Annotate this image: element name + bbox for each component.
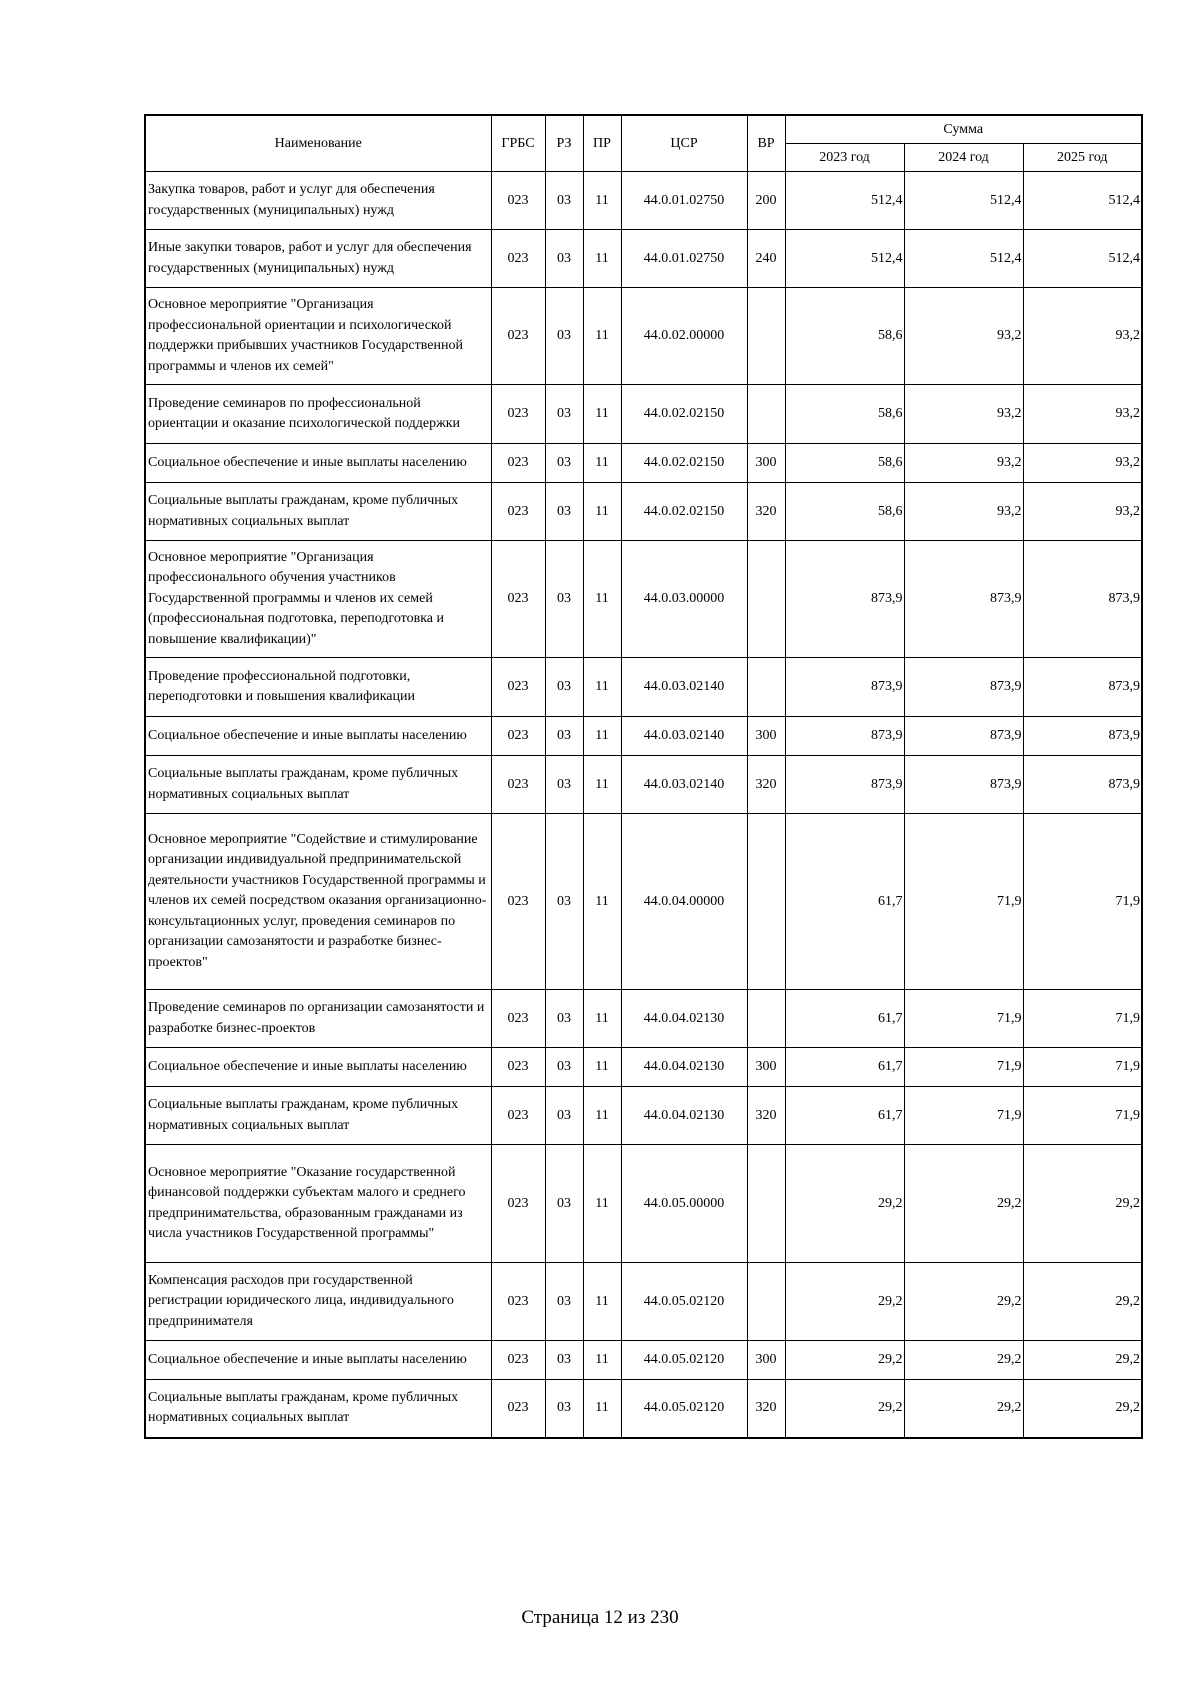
header-year-2024: 2024 год: [904, 144, 1023, 172]
cell-grbs: 023: [491, 385, 545, 444]
cell-rz: 03: [545, 541, 583, 658]
cell-pr: 11: [583, 990, 621, 1048]
table-row: [145, 717, 1142, 756]
cell-grbs: 023: [491, 483, 545, 541]
cell-sum-2024: 71,9: [904, 990, 1023, 1048]
cell-pr: 11: [583, 1341, 621, 1380]
cell-sum-2024: 71,9: [904, 1048, 1023, 1087]
cell-pr: 11: [583, 717, 621, 756]
cell-sum-2023: 873,9: [785, 541, 904, 658]
cell-vr: [747, 541, 785, 658]
cell-sum-2024: 873,9: [904, 756, 1023, 814]
cell-sum-2024: 29,2: [904, 1263, 1023, 1341]
table-row: [145, 1341, 1142, 1380]
cell-name: Иные закупки товаров, работ и услуг для обеспечения государственных (муниципальных) нужд: [145, 230, 491, 288]
cell-name: Проведение семинаров по организации самозанятости и разработке бизнес-проектов: [145, 990, 491, 1048]
cell-sum-2023: 61,7: [785, 814, 904, 990]
cell-pr: 11: [583, 1048, 621, 1087]
table-row: [145, 1087, 1142, 1145]
cell-pr: 11: [583, 288, 621, 385]
cell-grbs: 023: [491, 1087, 545, 1145]
cell-csr: 44.0.05.02120: [621, 1263, 747, 1341]
table-row: [145, 172, 1142, 230]
table-row: [145, 1380, 1142, 1438]
cell-sum-2024: 71,9: [904, 1087, 1023, 1145]
cell-vr: [747, 990, 785, 1048]
cell-sum-2025: 29,2: [1023, 1341, 1142, 1380]
cell-grbs: 023: [491, 756, 545, 814]
header-rz: РЗ: [545, 115, 583, 172]
table-row: [145, 756, 1142, 814]
cell-pr: 11: [583, 658, 621, 717]
table-row: [145, 230, 1142, 288]
cell-grbs: 023: [491, 1263, 545, 1341]
cell-name: Социальные выплаты гражданам, кроме публичных нормативных социальных выплат: [145, 1380, 491, 1438]
cell-name: Социальные выплаты гражданам, кроме публичных нормативных социальных выплат: [145, 756, 491, 814]
cell-sum-2023: 512,4: [785, 230, 904, 288]
cell-sum-2025: 71,9: [1023, 990, 1142, 1048]
cell-sum-2024: 873,9: [904, 717, 1023, 756]
cell-name: Закупка товаров, работ и услуг для обеспечения государственных (муниципальных) нужд: [145, 172, 491, 230]
cell-vr: 300: [747, 717, 785, 756]
cell-sum-2024: 71,9: [904, 814, 1023, 990]
cell-rz: 03: [545, 756, 583, 814]
cell-rz: 03: [545, 1048, 583, 1087]
table-body: [145, 172, 1142, 1438]
cell-pr: 11: [583, 444, 621, 483]
cell-sum-2023: 29,2: [785, 1145, 904, 1263]
cell-pr: 11: [583, 814, 621, 990]
cell-vr: [747, 385, 785, 444]
cell-sum-2023: 873,9: [785, 756, 904, 814]
table-row: [145, 814, 1142, 990]
cell-pr: 11: [583, 1087, 621, 1145]
cell-sum-2023: 29,2: [785, 1341, 904, 1380]
cell-vr: [747, 1145, 785, 1263]
cell-sum-2024: 873,9: [904, 541, 1023, 658]
cell-pr: 11: [583, 1380, 621, 1438]
cell-grbs: 023: [491, 717, 545, 756]
cell-grbs: 023: [491, 1380, 545, 1438]
cell-sum-2025: 873,9: [1023, 658, 1142, 717]
cell-csr: 44.0.03.02140: [621, 756, 747, 814]
table-row: [145, 444, 1142, 483]
cell-csr: 44.0.04.00000: [621, 814, 747, 990]
cell-rz: 03: [545, 230, 583, 288]
cell-grbs: 023: [491, 1048, 545, 1087]
cell-grbs: 023: [491, 1341, 545, 1380]
cell-pr: 11: [583, 1263, 621, 1341]
cell-sum-2025: 93,2: [1023, 444, 1142, 483]
cell-sum-2023: 58,6: [785, 288, 904, 385]
cell-grbs: 023: [491, 444, 545, 483]
cell-grbs: 023: [491, 814, 545, 990]
cell-csr: 44.0.05.02120: [621, 1341, 747, 1380]
cell-sum-2023: 58,6: [785, 385, 904, 444]
cell-rz: 03: [545, 1145, 583, 1263]
cell-sum-2023: 873,9: [785, 658, 904, 717]
cell-sum-2024: 512,4: [904, 172, 1023, 230]
table-row: [145, 385, 1142, 444]
cell-name: Компенсация расходов при государственной регистрации юридического лица, индивидуального предпринимателя: [145, 1263, 491, 1341]
cell-sum-2024: 93,2: [904, 483, 1023, 541]
cell-csr: 44.0.02.02150: [621, 483, 747, 541]
cell-csr: 44.0.02.02150: [621, 385, 747, 444]
cell-sum-2025: 71,9: [1023, 814, 1142, 990]
cell-sum-2024: 29,2: [904, 1145, 1023, 1263]
cell-name: Социальное обеспечение и иные выплаты населению: [145, 444, 491, 483]
table-row: [145, 483, 1142, 541]
cell-sum-2025: 512,4: [1023, 230, 1142, 288]
cell-grbs: 023: [491, 1145, 545, 1263]
cell-csr: 44.0.04.02130: [621, 1048, 747, 1087]
table-row: [145, 1263, 1142, 1341]
cell-pr: 11: [583, 230, 621, 288]
cell-name: Социальное обеспечение и иные выплаты населению: [145, 1048, 491, 1087]
table-row: [145, 288, 1142, 385]
cell-grbs: 023: [491, 230, 545, 288]
cell-csr: 44.0.03.00000: [621, 541, 747, 658]
cell-grbs: 023: [491, 288, 545, 385]
cell-name: Проведение семинаров по профессиональной ориентации и оказание психологической поддержки: [145, 385, 491, 444]
cell-name: Социальное обеспечение и иные выплаты населению: [145, 717, 491, 756]
cell-pr: 11: [583, 172, 621, 230]
cell-csr: 44.0.05.02120: [621, 1380, 747, 1438]
cell-csr: 44.0.01.02750: [621, 172, 747, 230]
cell-pr: 11: [583, 483, 621, 541]
cell-rz: 03: [545, 444, 583, 483]
header-name: Наименование: [145, 115, 491, 172]
cell-vr: 240: [747, 230, 785, 288]
cell-vr: 300: [747, 1048, 785, 1087]
cell-rz: 03: [545, 717, 583, 756]
cell-rz: 03: [545, 1087, 583, 1145]
cell-sum-2023: 29,2: [785, 1263, 904, 1341]
cell-csr: 44.0.03.02140: [621, 658, 747, 717]
table-row: [145, 541, 1142, 658]
cell-sum-2024: 93,2: [904, 288, 1023, 385]
cell-vr: 320: [747, 1087, 785, 1145]
cell-vr: 320: [747, 1380, 785, 1438]
cell-vr: 300: [747, 444, 785, 483]
cell-pr: 11: [583, 541, 621, 658]
table-row: [145, 1048, 1142, 1087]
cell-vr: [747, 814, 785, 990]
cell-rz: 03: [545, 990, 583, 1048]
cell-sum-2025: 93,2: [1023, 483, 1142, 541]
cell-sum-2025: 93,2: [1023, 385, 1142, 444]
cell-sum-2024: 512,4: [904, 230, 1023, 288]
cell-name: Социальные выплаты гражданам, кроме публичных нормативных социальных выплат: [145, 1087, 491, 1145]
cell-pr: 11: [583, 1145, 621, 1263]
cell-sum-2024: 29,2: [904, 1380, 1023, 1438]
cell-sum-2023: 61,7: [785, 1087, 904, 1145]
budget-table: [144, 114, 1143, 1439]
cell-sum-2025: 873,9: [1023, 541, 1142, 658]
cell-csr: 44.0.02.00000: [621, 288, 747, 385]
cell-pr: 11: [583, 385, 621, 444]
cell-sum-2025: 873,9: [1023, 717, 1142, 756]
cell-sum-2024: 93,2: [904, 444, 1023, 483]
cell-name: Основное мероприятие "Организация профессионального обучения участников Государственной программы и членов их семей (профессиональная подготовка, переподготовка и повышение квалификации)": [145, 541, 491, 658]
header-grbs: ГРБС: [491, 115, 545, 172]
cell-rz: 03: [545, 658, 583, 717]
cell-sum-2023: 61,7: [785, 990, 904, 1048]
cell-vr: [747, 1263, 785, 1341]
cell-sum-2025: 71,9: [1023, 1087, 1142, 1145]
cell-rz: 03: [545, 1263, 583, 1341]
cell-sum-2023: 58,6: [785, 444, 904, 483]
cell-vr: [747, 658, 785, 717]
cell-sum-2023: 58,6: [785, 483, 904, 541]
table-row: [145, 990, 1142, 1048]
cell-sum-2023: 61,7: [785, 1048, 904, 1087]
cell-sum-2025: 512,4: [1023, 172, 1142, 230]
cell-rz: 03: [545, 385, 583, 444]
table-row: [145, 658, 1142, 717]
cell-csr: 44.0.03.02140: [621, 717, 747, 756]
cell-grbs: 023: [491, 990, 545, 1048]
cell-vr: 320: [747, 756, 785, 814]
cell-csr: 44.0.05.00000: [621, 1145, 747, 1263]
cell-grbs: 023: [491, 172, 545, 230]
page-number: Страница 12 из 230: [521, 1607, 679, 1628]
cell-vr: [747, 288, 785, 385]
header-csr: ЦСР: [621, 115, 747, 172]
cell-sum-2025: 29,2: [1023, 1263, 1142, 1341]
cell-rz: 03: [545, 1380, 583, 1438]
cell-name: Социальное обеспечение и иные выплаты населению: [145, 1341, 491, 1380]
table-header: [145, 115, 1142, 172]
cell-csr: 44.0.04.02130: [621, 1087, 747, 1145]
cell-sum-2023: 873,9: [785, 717, 904, 756]
cell-sum-2024: 93,2: [904, 385, 1023, 444]
cell-grbs: 023: [491, 541, 545, 658]
cell-name: Основное мероприятие "Оказание государственной финансовой поддержки субъектам малого и среднего предпринимательства, образованным гражданами из числа участников Государственной программы": [145, 1145, 491, 1263]
cell-sum-2025: 71,9: [1023, 1048, 1142, 1087]
cell-csr: 44.0.04.02130: [621, 990, 747, 1048]
header-row-1: [145, 115, 1142, 144]
header-vr: ВР: [747, 115, 785, 172]
cell-sum-2025: 29,2: [1023, 1145, 1142, 1263]
cell-vr: 320: [747, 483, 785, 541]
cell-sum-2025: 29,2: [1023, 1380, 1142, 1438]
cell-rz: 03: [545, 814, 583, 990]
cell-pr: 11: [583, 756, 621, 814]
cell-sum-2024: 29,2: [904, 1341, 1023, 1380]
cell-grbs: 023: [491, 658, 545, 717]
cell-sum-2025: 873,9: [1023, 756, 1142, 814]
cell-sum-2025: 93,2: [1023, 288, 1142, 385]
cell-rz: 03: [545, 483, 583, 541]
cell-name: Основное мероприятие "Содействие и стимулирование организации индивидуальной предпринимательской деятельности участников Государственной программы и членов их семей посредством оказания организационно-консультационных услуг, проведения семинаров по организации самозанятости и разработке бизнес-проектов": [145, 814, 491, 990]
cell-vr: 300: [747, 1341, 785, 1380]
cell-name: Социальные выплаты гражданам, кроме публичных нормативных социальных выплат: [145, 483, 491, 541]
table-row: [145, 1145, 1142, 1263]
cell-sum-2023: 29,2: [785, 1380, 904, 1438]
cell-name: Проведение профессиональной подготовки, переподготовки и повышения квалификации: [145, 658, 491, 717]
header-sum: Сумма: [785, 115, 1142, 144]
cell-name: Основное мероприятие "Организация профессиональной ориентации и психологической поддержки прибывших участников Государственной программы и членов их семей": [145, 288, 491, 385]
cell-sum-2023: 512,4: [785, 172, 904, 230]
header-pr: ПР: [583, 115, 621, 172]
header-year-2025: 2025 год: [1023, 144, 1142, 172]
cell-rz: 03: [545, 288, 583, 385]
cell-sum-2024: 873,9: [904, 658, 1023, 717]
cell-csr: 44.0.02.02150: [621, 444, 747, 483]
header-year-2023: 2023 год: [785, 144, 904, 172]
cell-rz: 03: [545, 1341, 583, 1380]
cell-rz: 03: [545, 172, 583, 230]
cell-csr: 44.0.01.02750: [621, 230, 747, 288]
cell-vr: 200: [747, 172, 785, 230]
